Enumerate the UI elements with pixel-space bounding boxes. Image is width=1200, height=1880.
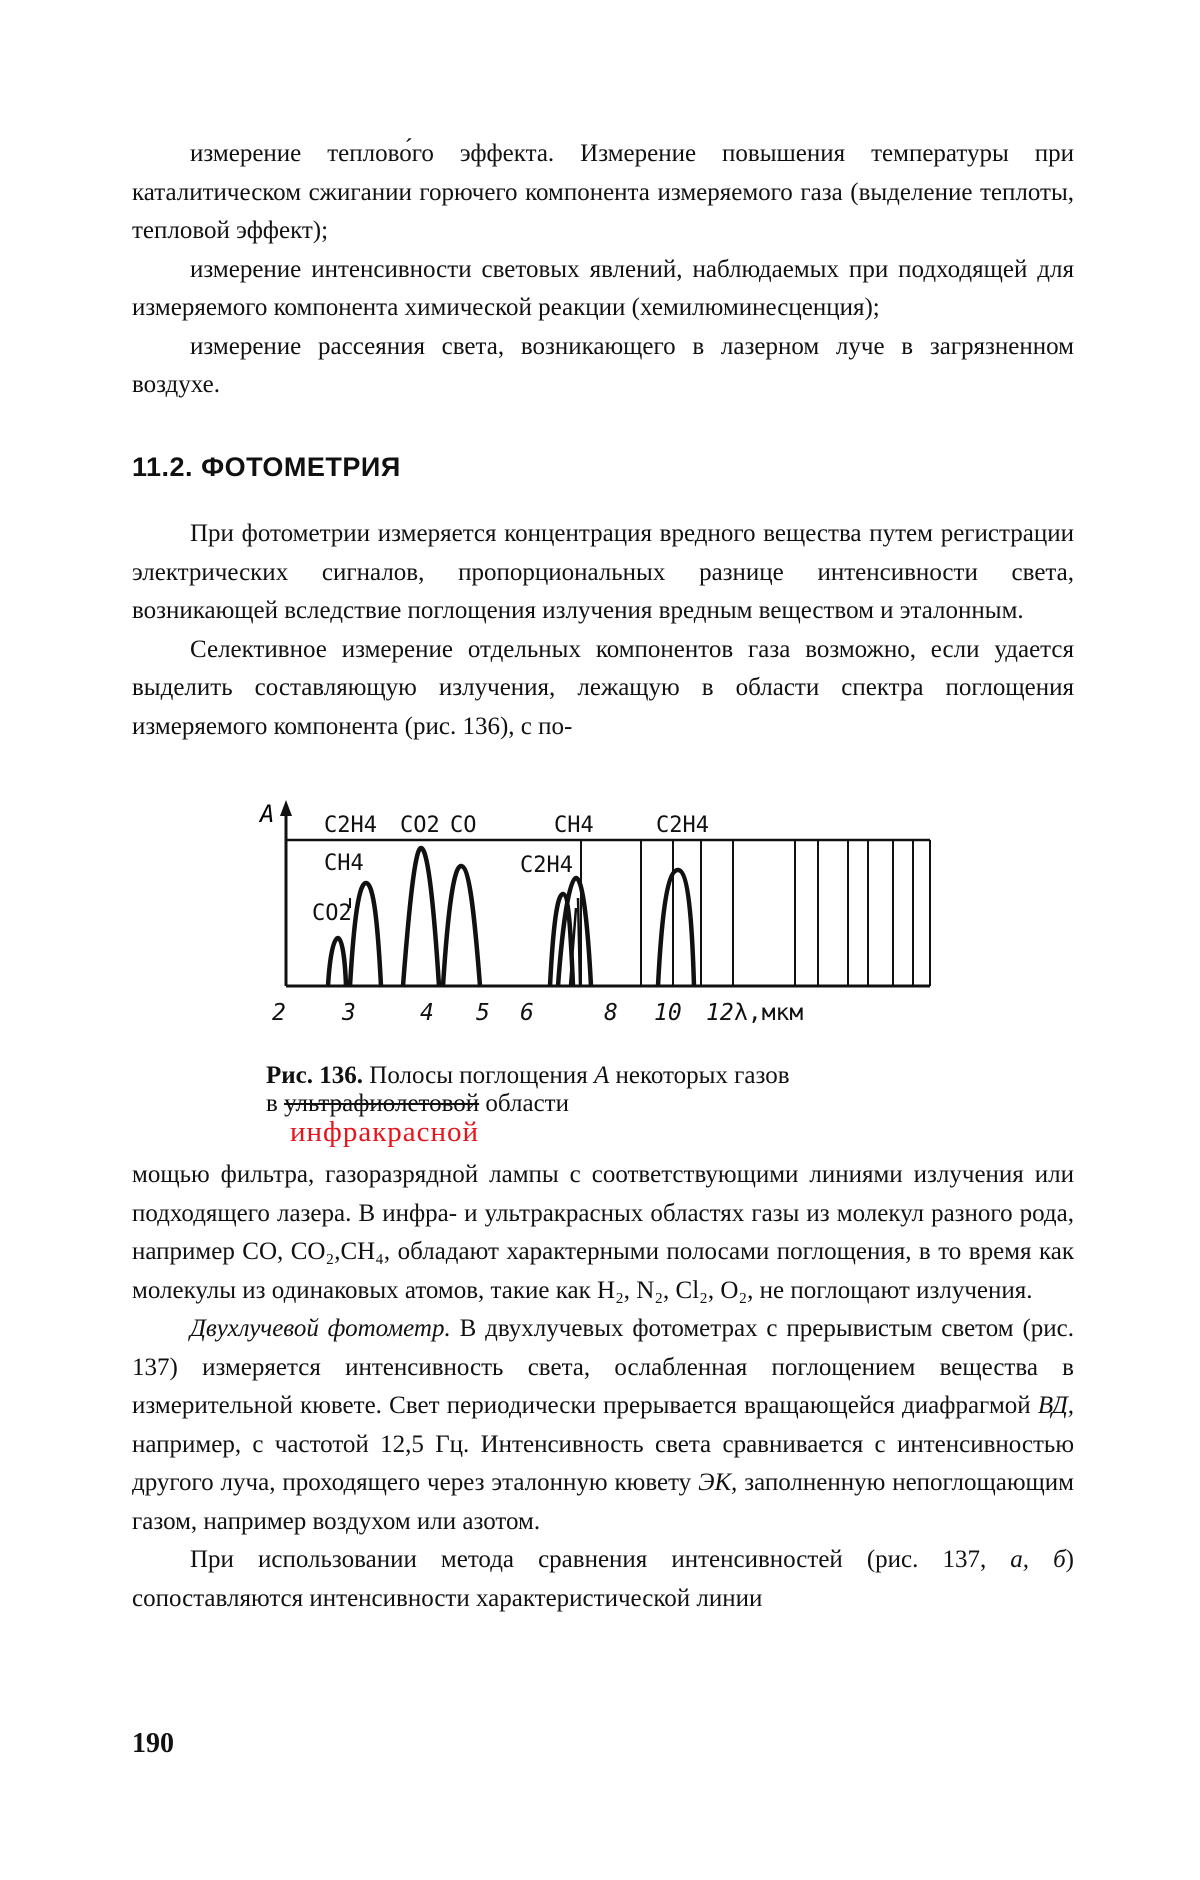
peak-co2-3um	[328, 938, 346, 986]
grid-lines	[581, 840, 930, 986]
y-axis-arrow	[280, 800, 292, 816]
band-label-co2-4um: CO2	[400, 813, 440, 838]
x-tick-5: 5	[476, 1000, 490, 1026]
handwritten-correction: инфракрасной	[290, 1116, 480, 1148]
paragraph-selective-measurement: Селективное измерение отдельных компонентов газа возможно, если удается выделить составляющую излучения, лежащую в области спектра поглощения измеряемого компонента (рис. 136), с по-	[132, 635, 1074, 740]
band-label-c2h4-7um: C2H4	[520, 853, 573, 878]
section-heading: 11.2. ФОТОМЕТРИЯ	[132, 452, 401, 482]
paragraph-two-beam-photometer: Двухлучевой фотометр. В двухлучевых фотометрах с прерывистым светом (рис. 137) измеряется интенсивность света, ослабленная поглощением вещества в измерительной кювете. Свет периодически прерывается вращающейся диафрагмой ВД, например, с частотой 12,5 Гц. Интенсивность света сравнивается с интенсивностью другого луча, проходящего через эталонную кювету ЭК, заполненную непоглощающим газом, например воздухом или азотом.	[132, 1315, 1074, 1535]
x-tick-6: 6	[520, 1000, 534, 1026]
absorption-bands-figure	[258, 798, 958, 1030]
x-tick-3: 3	[342, 1000, 356, 1026]
figure-caption: Рис. 136. Полосы поглощения A некоторых газов в ультрафиолетовой области	[266, 1062, 790, 1117]
band-label-co2-3um: CO2	[312, 901, 352, 926]
band-label-c2h4-10um: C2H4	[656, 813, 709, 838]
x-axis-label: λ,мкм	[734, 1000, 804, 1026]
paragraph-thermal-effect: измерение теплово́го эффекта. Измерение повышения температуры при каталитическом сжигании горючего компонента измеряемого газа (выделение теплоты, тепловой эффект);	[132, 140, 1074, 244]
y-axis-label: A	[260, 800, 275, 828]
paragraph-filter-lamp: мощью фильтра, газоразрядной лампы с соответствующими линиями излучения или подходящего лазера. В инфра- и ультракрасных областях газы из молекул разного рода, например CO, CO₂,CH₄, обладают характерными полосами поглощения, в то время как молекулы из одинаковых атомов, такие как H₂, N₂, Cl₂, O₂, не поглощают излучения.	[132, 1161, 1074, 1304]
band-label-c2h4-3um: C2H4	[324, 813, 377, 838]
caption-label: Рис. 136.	[266, 1062, 364, 1089]
section-text-block	[132, 515, 1074, 746]
peak-c2h4-10um	[658, 870, 694, 986]
band-label-co: CO	[450, 813, 477, 838]
x-tick-10: 10	[654, 1000, 682, 1026]
x-tick-2: 2	[272, 1000, 286, 1026]
paragraph-intensity-comparison: При использовании метода сравнения интенсивностей (рис. 137, а, б) сопоставляются интенсивности характеристической линии	[132, 1546, 1074, 1612]
paragraph-light-scattering: измерение рассеяния света, возникающего в лазерном луче в загрязненном воздухе.	[132, 332, 1074, 398]
top-text-block	[132, 135, 1074, 405]
bottom-text-block	[132, 1156, 1074, 1618]
peak-co2-4um	[403, 848, 439, 986]
band-label-ch4-7um: CH4	[554, 813, 594, 838]
paragraph-photometry-intro: При фотометрии измеряется концентрация вредного вещества путем регистрации электрических сигналов, пропорциональных разнице интенсивности света, возникающей вследствие поглощения излучения вредным веществом и эталонным.	[132, 520, 1074, 624]
band-label-ch4-3um: CH4	[324, 851, 364, 876]
struck-word: ультрафиолетовой	[284, 1090, 480, 1117]
page-number: 190	[132, 1728, 174, 1759]
peak-ch4-3um	[350, 883, 381, 986]
x-tick-4: 4	[420, 1000, 434, 1026]
peak-co-4-7um	[443, 866, 480, 986]
paragraph-chemiluminescence: измерение интенсивности световых явлений, наблюдаемых при подходящей для измеряемого компонента химической реакции (хемилюминесценция);	[132, 255, 1074, 321]
x-tick-12: 12	[706, 1000, 734, 1026]
x-tick-8: 8	[604, 1000, 618, 1026]
